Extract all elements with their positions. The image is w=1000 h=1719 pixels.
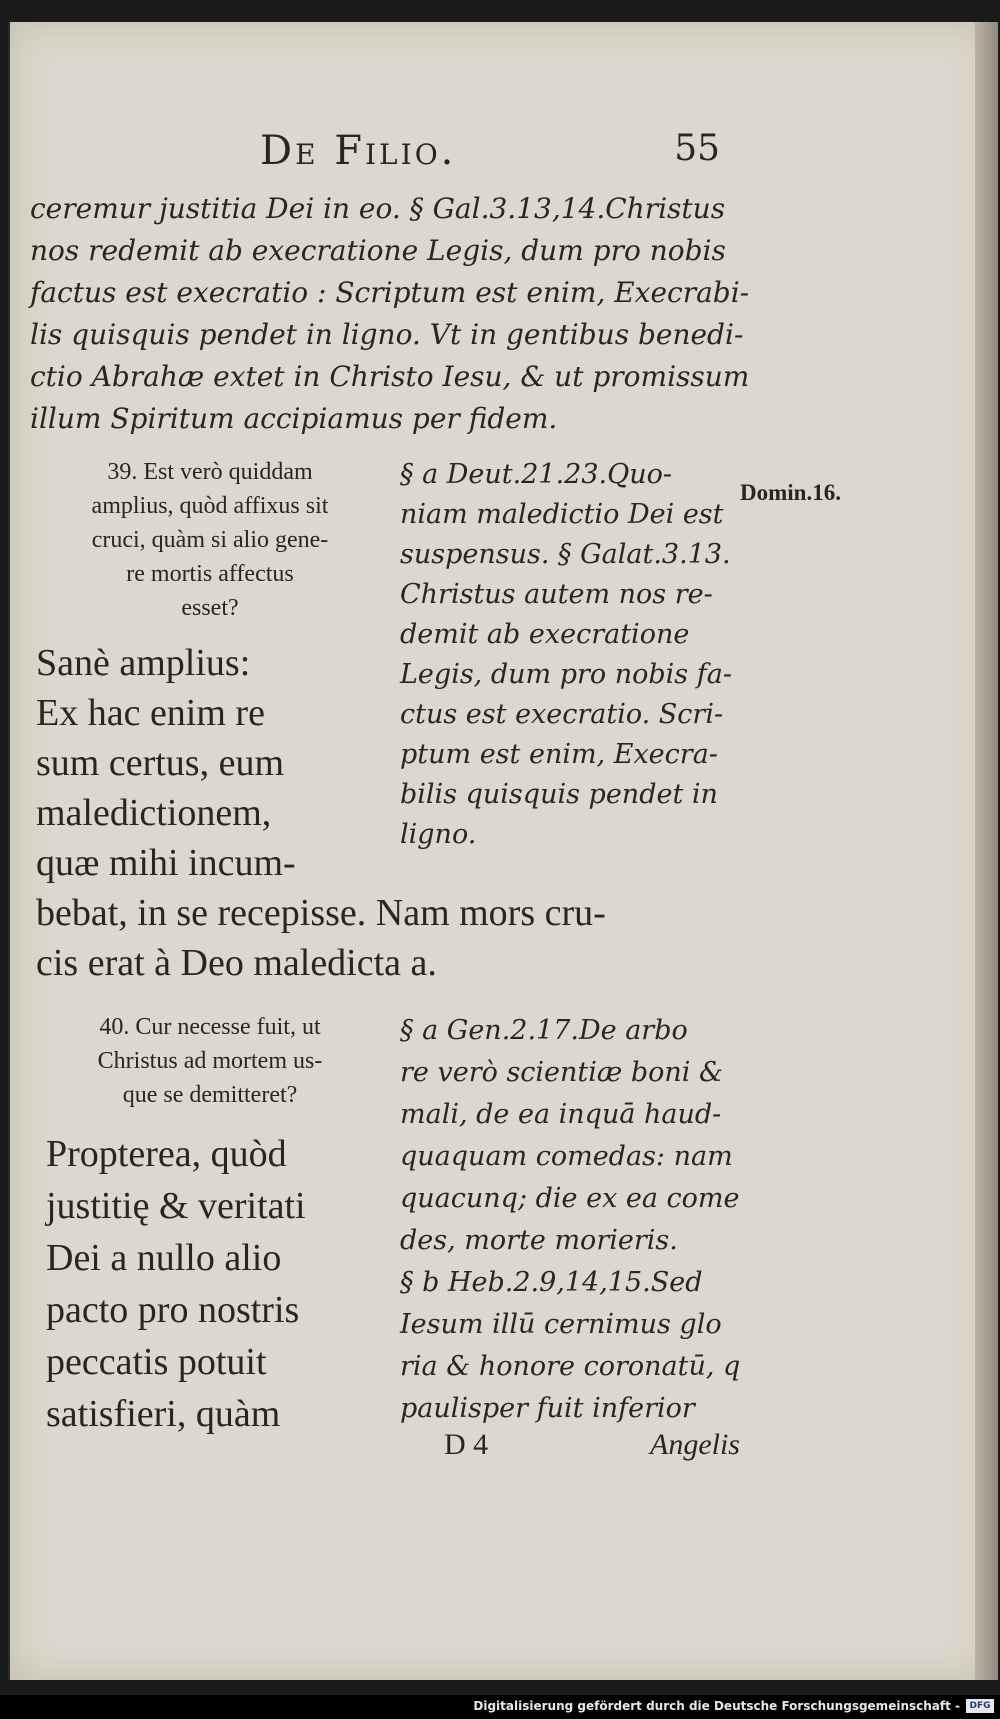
answer-line: quæ mihi incum- xyxy=(36,842,296,884)
question-line: esset? xyxy=(181,595,239,621)
scripture-note-40 xyxy=(400,1010,741,1430)
question-39 xyxy=(40,455,380,625)
note-line: § a Gen.2.17.De arbo xyxy=(400,1015,688,1046)
answer-line: justitię & veritati xyxy=(46,1185,306,1227)
answer-39-continued xyxy=(36,888,736,988)
answer-line: peccatis potuit xyxy=(46,1341,267,1383)
answer-line: bebat, in se recepisse. Nam mors cru- xyxy=(36,892,606,934)
answer-line: sum certus, eum xyxy=(36,742,285,784)
note-line: Christus autem nos re- xyxy=(400,579,713,610)
question-line: que se demitteret? xyxy=(122,1082,298,1108)
note-line: Legis, dum pro nobis fa- xyxy=(400,659,732,690)
answer-line: cis erat à Deo maledicta a. xyxy=(36,942,437,984)
note-line: mali, de ea inquā haud- xyxy=(400,1099,722,1130)
text-line: illum Spiritum accipiamus per fidem. xyxy=(30,402,558,435)
answer-line: Sanè amplius: xyxy=(36,642,251,684)
note-line: suspensus. § Galat.3.13. xyxy=(400,539,731,570)
page-number: 55 xyxy=(674,128,720,169)
scripture-note-39 xyxy=(400,455,730,855)
running-title: De Filio. xyxy=(260,128,457,174)
running-header xyxy=(260,128,720,178)
note-line: quaquam comedas: nam xyxy=(400,1141,733,1172)
note-line: re verò scientiæ boni & xyxy=(400,1057,724,1088)
question-line: amplius, quòd affixus sit xyxy=(91,493,329,519)
catchword-line xyxy=(420,1428,740,1472)
text-line: factus est execratio : Scriptum est enim, Execrabi- xyxy=(30,276,750,309)
note-line: ctus est execratio. Scri- xyxy=(400,699,724,730)
question-line: 40. Cur necesse fuit, ut xyxy=(99,1014,321,1040)
answer-40 xyxy=(46,1128,376,1440)
note-line: bilis quisquis pendet in xyxy=(400,779,718,810)
answer-line: pacto pro nostris xyxy=(46,1289,300,1331)
text-line: lis quisquis pendet in ligno. Vt in gentibus benedi- xyxy=(30,318,744,351)
text-line: nos redemit ab execratione Legis, dum pro nobis xyxy=(30,234,726,267)
note-line: niam maledictio Dei est xyxy=(400,499,724,530)
catchword: Angelis xyxy=(650,1428,740,1461)
note-line: § b Heb.2.9,14,15.Sed xyxy=(400,1267,703,1298)
page-edge xyxy=(975,22,998,1680)
note-line: paulisper fuit inferior xyxy=(400,1393,695,1424)
note-line: quacunq; die ex ea come xyxy=(400,1183,740,1214)
answer-line: satisfieri, quàm xyxy=(46,1393,281,1435)
footer-bar xyxy=(0,1695,1000,1719)
note-line: ptum est enim, Execra- xyxy=(400,739,718,770)
note-line: des, morte morieris. xyxy=(400,1225,678,1256)
answer-line: Dei a nullo alio xyxy=(46,1237,282,1279)
note-line: ligno. xyxy=(400,819,477,850)
signature-mark: D 4 xyxy=(444,1428,489,1461)
note-line: demit ab execratione xyxy=(400,619,690,650)
text-line: ceremur justitia Dei in eo. § Gal.3.13,14.Christus xyxy=(30,192,726,225)
question-line: re mortis affectus xyxy=(126,561,294,587)
note-line: § a Deut.21.23.Quo- xyxy=(400,459,672,490)
question-line: cruci, quàm si alio gene- xyxy=(91,527,329,553)
answer-line: Propterea, quòd xyxy=(46,1133,287,1175)
answer-39 xyxy=(36,638,386,888)
top-paragraph xyxy=(30,188,750,440)
note-line: ria & honore coronatū, q xyxy=(400,1351,741,1382)
funding-credit: Digitalisierung gefördert durch die Deutsche Forschungsgemeinschaft - xyxy=(473,1699,960,1713)
answer-line: maledictionem, xyxy=(36,792,272,834)
question-line: Christus ad mortem us- xyxy=(97,1048,323,1074)
question-40 xyxy=(40,1010,380,1112)
margin-note: Domin.16. xyxy=(740,480,841,505)
answer-line: Ex hac enim re xyxy=(36,692,265,734)
text-line: ctio Abrahæ extet in Christo Iesu, & ut promissum xyxy=(30,360,750,393)
question-line: 39. Est verò quiddam xyxy=(107,459,313,485)
dfg-logo: DFG xyxy=(966,1699,994,1713)
note-line: Iesum illū cernimus glo xyxy=(400,1309,722,1340)
